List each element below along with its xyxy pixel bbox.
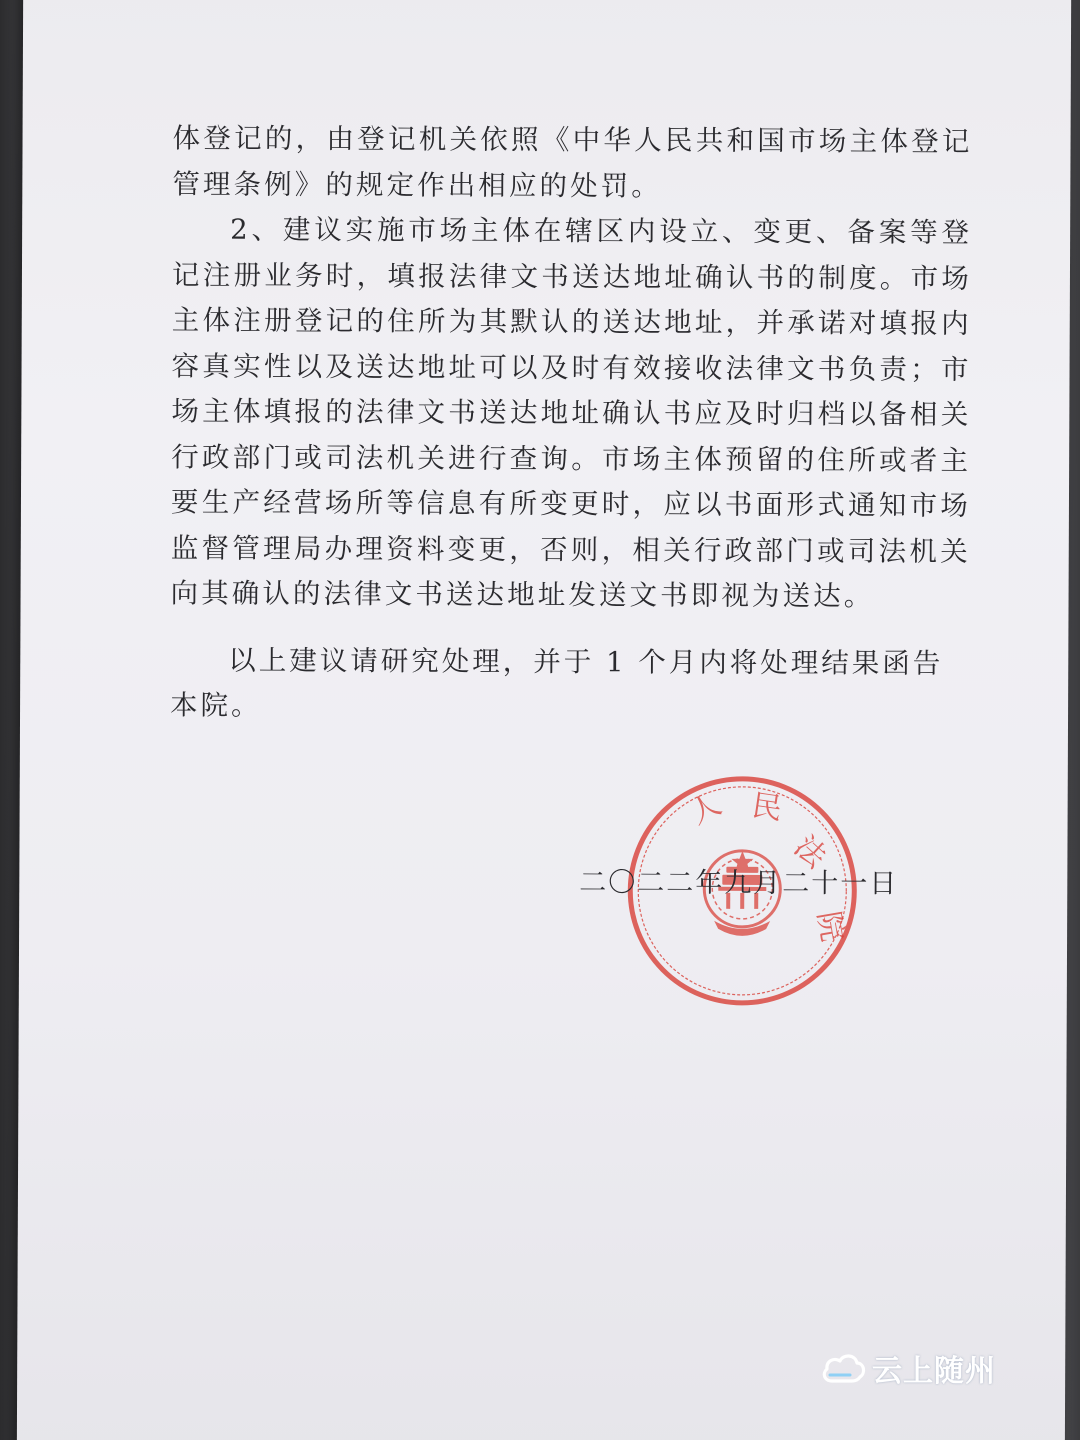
closing-paragraph: 以上建议请研究处理，并于 1 个月内将处理结果函告本院。 [170, 644, 944, 722]
paragraph-recommendation-2: 2、建议实施市场主体在辖区内设立、变更、备案等登记注册业务时，填报法律文书送达地址确认书的制度。市场主体注册登记的住所为其默认的送达地址，并承诺对填报内容真实性以及送达地址可以及时有效接收法律文书负责；市场主体填报的法律文书送达地址确认书应及时归档以备相关行政部门或司法机关进行查询。市场主体预留的住所或者主要生产经营场所等信息有所变更时，应以书面形式通知市场监督管理局办理资料变更，否则，相关行政部门或司法机关向其确认的法律文书送达地址发送文书即视为送达。 [170, 213, 973, 613]
seal-char-min: 民 [749, 788, 785, 828]
seal-char-yuan: 院 [810, 908, 850, 945]
seal-char-fa: 法 [787, 829, 833, 876]
cloud-icon [820, 1351, 866, 1385]
seal-char-ren: 人 [683, 786, 727, 832]
document-body [170, 116, 972, 620]
paragraph-continuation: 体登记的，由登记机关依照《中华人民共和国市场主体登记管理条例》的规定作出相应的处罚。 [172, 122, 973, 203]
watermark-text: 云上随州 [872, 1354, 996, 1389]
document-date: 二〇二二年九月二十一日 [579, 867, 899, 900]
document-page [17, 0, 1071, 1440]
watermark [820, 1348, 996, 1388]
